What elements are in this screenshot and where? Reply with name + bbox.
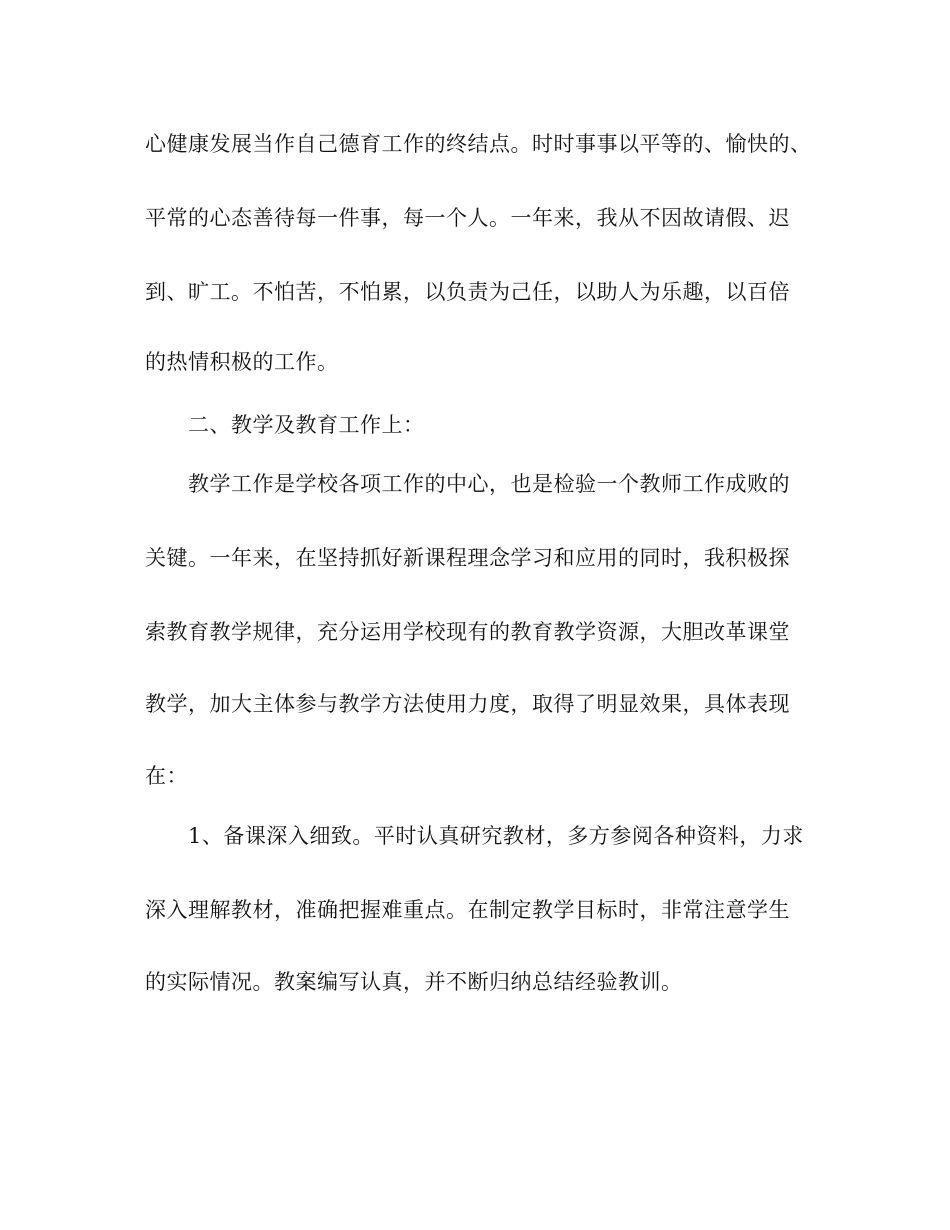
- paragraph-line: 深入理解教材，准确把握难重点。在制定教学目标时，非常注意学生: [145, 898, 790, 922]
- paragraph-line: 平常的心态善待每一件事，每一个人。一年来，我从不因故请假、迟: [145, 206, 790, 230]
- paragraph-line: 到、旷工。不怕苦，不怕累，以负责为己任，以助人为乐趣，以百倍: [145, 280, 790, 304]
- numbered-item-line: 1、备课深入细致。平时认真研究教材，多方参阅各种资料，力求: [188, 824, 804, 848]
- section-heading: 二、教学及教育工作上：: [188, 413, 425, 437]
- paragraph-line: 关键。一年来，在坚持抓好新课程理念学习和应用的同时，我积极探: [145, 546, 790, 570]
- paragraph-line: 的热情积极的工作。: [145, 350, 339, 374]
- paragraph-line: 心健康发展当作自己德育工作的终结点。时时事事以平等的、愉快的、: [145, 132, 812, 156]
- paragraph-line: 索教育教学规律，充分运用学校现有的教育教学资源，大胆改革课堂: [145, 620, 790, 644]
- paragraph-line: 教学，加大主体参与教学方法使用力度，取得了明显效果，具体表现: [145, 692, 790, 716]
- paragraph-line: 的实际情况。教案编写认真，并不断归纳总结经验教训。: [145, 970, 683, 994]
- paragraph-line: 在：: [145, 764, 188, 788]
- paragraph-line: 教学工作是学校各项工作的中心，也是检验一个教师工作成败的: [188, 472, 790, 496]
